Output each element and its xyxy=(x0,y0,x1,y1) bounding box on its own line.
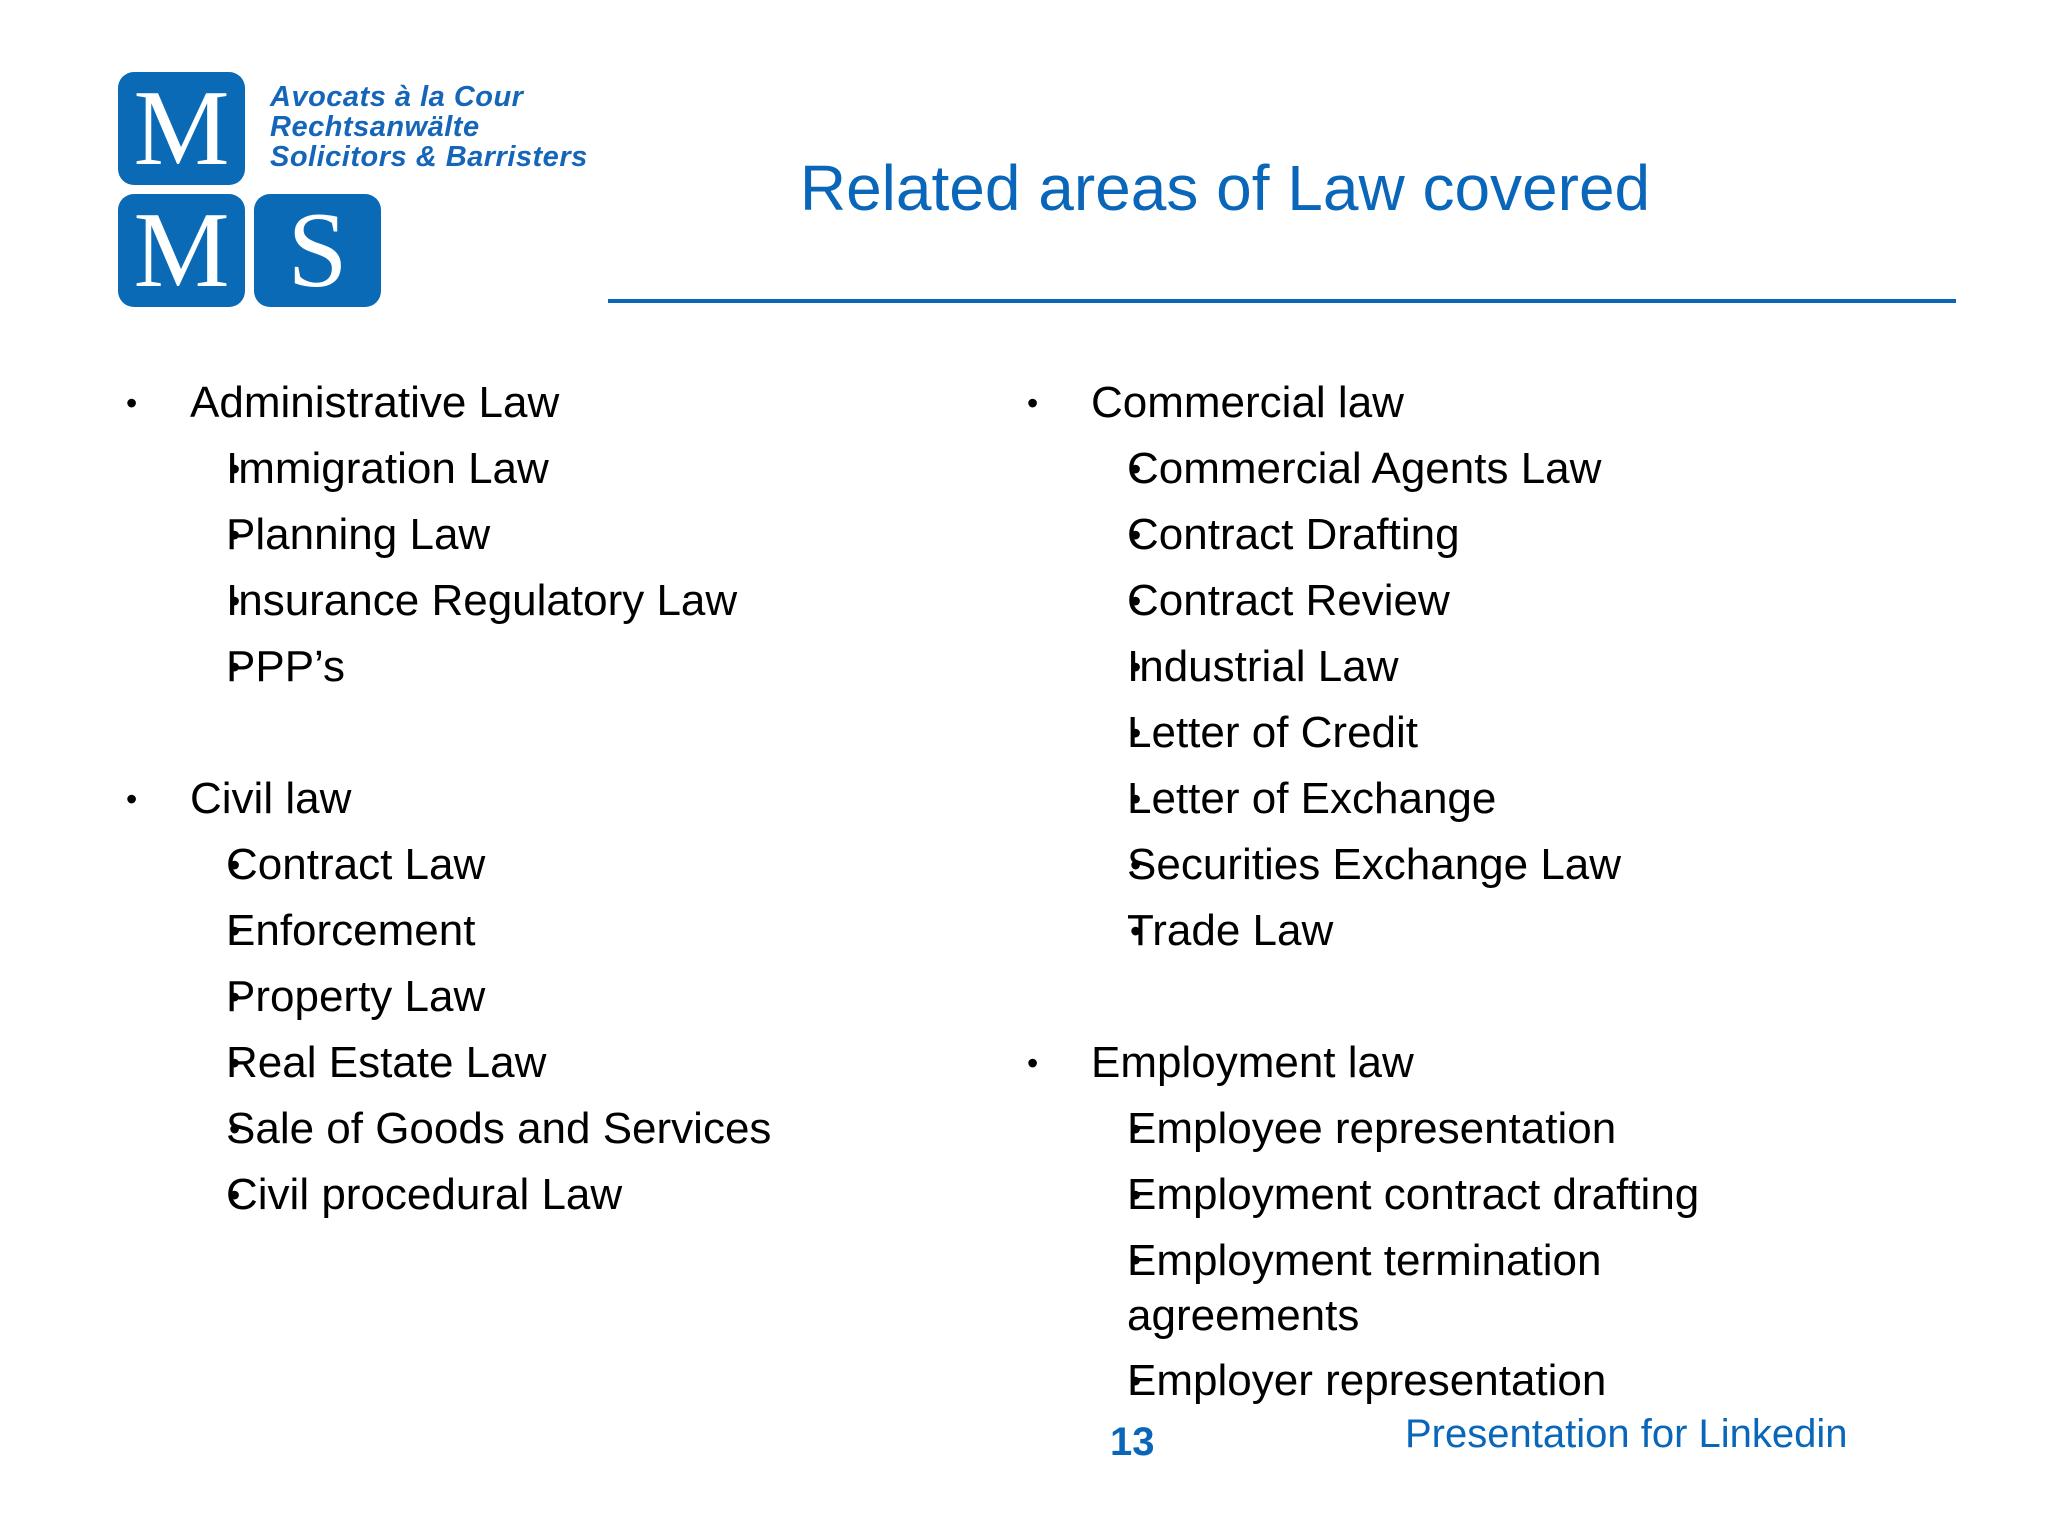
list-item: • Property Law xyxy=(126,964,771,1030)
list-item: • Enforcement xyxy=(126,898,771,964)
subtopic-list xyxy=(1091,1096,1699,1414)
logo-tagline-line-2: Rechtsanwälte xyxy=(270,111,480,143)
list-item: • Letter of Exchange xyxy=(1027,766,1699,832)
left-topic-list xyxy=(126,370,771,1228)
list-item: • Employer representation xyxy=(1027,1348,1699,1414)
list-item: • Trade Law xyxy=(1027,898,1699,964)
list-item: • Contract Review xyxy=(1027,568,1699,634)
firm-logo xyxy=(118,68,598,312)
list-item: • Contract Law xyxy=(126,832,771,898)
logo-letter-m-bottom: M xyxy=(118,194,245,307)
list-item: • Commercial Agents Law xyxy=(1027,436,1699,502)
list-item: • Securities Exchange Law xyxy=(1027,832,1699,898)
list-item: • Employee representation xyxy=(1027,1096,1699,1162)
logo-letter-m-top: M xyxy=(118,72,245,185)
list-item: • Industrial Law xyxy=(1027,634,1699,700)
topic-heading: Civil law xyxy=(190,774,352,823)
footer-caption: Presentation for Linkedin xyxy=(1405,1412,1848,1456)
right-topic-list xyxy=(1027,370,1699,1414)
logo-tagline-line-1: Avocats à la Cour xyxy=(270,81,524,113)
topic-administrative-law xyxy=(126,370,771,700)
subtopic-list xyxy=(190,436,771,700)
topic-employment-law xyxy=(1027,1030,1699,1414)
topic-heading: Commercial law xyxy=(1091,378,1404,427)
logo-tagline xyxy=(270,82,600,172)
subtopic-list xyxy=(190,832,771,1228)
topic-civil-law xyxy=(126,766,771,1228)
list-item: • Insurance Regulatory Law xyxy=(126,568,771,634)
topic-commercial-law xyxy=(1027,370,1699,964)
topic-heading: Administrative Law xyxy=(190,378,560,427)
list-item: • Immigration Law xyxy=(126,436,771,502)
list-item: • Employment contract drafting xyxy=(1027,1162,1699,1228)
page-number: 13 xyxy=(1110,1420,1155,1464)
list-item: • PPP’s xyxy=(126,634,771,700)
logo-letter-s: S xyxy=(254,194,381,307)
list-item: • Letter of Credit xyxy=(1027,700,1699,766)
list-item: • Contract Drafting xyxy=(1027,502,1699,568)
list-item: • Planning Law xyxy=(126,502,771,568)
subtopic-list xyxy=(1091,436,1699,964)
list-item: • Civil procedural Law xyxy=(126,1162,771,1228)
title-divider xyxy=(608,299,1956,303)
list-item: • Employment termination agreements xyxy=(1027,1228,1647,1348)
right-column xyxy=(1027,370,1699,1414)
list-item: • Sale of Goods and Services xyxy=(126,1096,771,1162)
topic-heading: Employment law xyxy=(1091,1038,1414,1087)
slide-title: Related areas of Law covered xyxy=(799,152,1651,224)
left-column xyxy=(126,370,771,1228)
logo-tagline-line-3: Solicitors & Barristers xyxy=(270,141,588,173)
list-item: • Real Estate Law xyxy=(126,1030,771,1096)
